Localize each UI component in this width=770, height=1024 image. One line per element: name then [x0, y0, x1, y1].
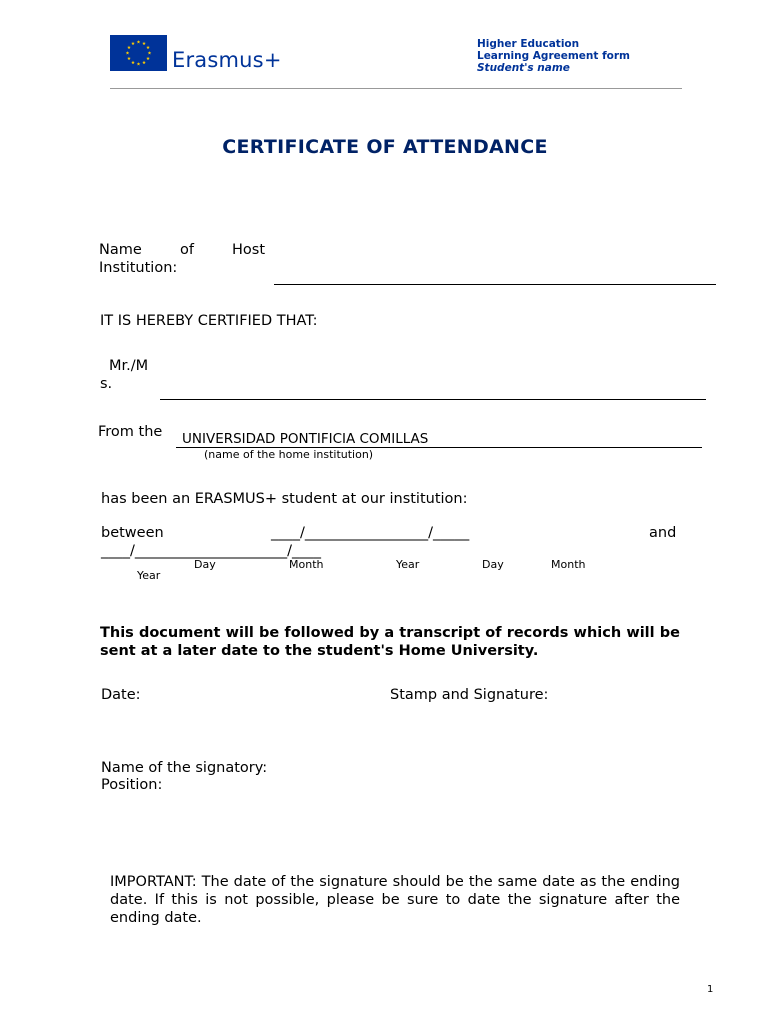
eu-star-icon	[131, 42, 135, 45]
eu-star-icon	[127, 57, 131, 60]
header-info	[477, 38, 630, 74]
end-month-label: Month	[551, 558, 586, 571]
eu-star-icon	[126, 51, 130, 54]
erasmus-statement: has been an ERASMUS+ student at our institution:	[101, 491, 468, 507]
position-label: Position:	[101, 777, 163, 793]
eu-stars-icon	[110, 35, 167, 71]
host-label-word-4: Institution:	[99, 260, 178, 276]
home-institution-value: UNIVERSIDAD PONTIFICIA COMILLAS	[182, 431, 429, 447]
eu-star-icon	[131, 61, 135, 64]
between-label: between	[101, 525, 164, 541]
stamp-signature-label: Stamp and Signature:	[390, 687, 549, 703]
start-date-field[interactable]: ____/_________________/_____	[271, 525, 470, 541]
eu-star-icon	[127, 46, 131, 49]
eu-star-icon	[137, 40, 141, 43]
page-number: 1	[707, 984, 714, 995]
eu-star-icon	[146, 57, 150, 60]
eu-star-icon	[146, 46, 150, 49]
home-label: From the	[98, 424, 163, 440]
start-day-label: Day	[194, 558, 216, 571]
eu-star-icon	[142, 61, 146, 64]
start-year-label: Year	[396, 558, 420, 571]
header-line-3: Student's name	[477, 62, 570, 74]
end-day-label: Day	[482, 558, 504, 571]
end-date-field[interactable]: ____/_____________________/____	[101, 543, 322, 559]
page-title: CERTIFICATE OF ATTENDANCE	[222, 136, 548, 158]
host-label-word-3: Host	[232, 242, 266, 258]
signatory-name-label: Name of the signatory:	[101, 760, 268, 776]
header-divider	[110, 88, 682, 89]
header-line-2: Learning Agreement form	[477, 50, 630, 62]
transcript-note: This document will be followed by a transcript of records which will be sent at a later date to the student's Home University.	[100, 625, 680, 659]
start-month-label: Month	[289, 558, 324, 571]
eu-star-icon	[137, 62, 141, 65]
eu-star-icon	[142, 42, 146, 45]
host-label-word-2: of	[180, 242, 194, 258]
host-institution-field[interactable]	[274, 284, 716, 285]
header-line-1: Higher Education	[477, 38, 580, 50]
student-label-1: Mr./M	[109, 358, 149, 374]
host-label-word-1: Name	[99, 242, 142, 258]
student-name-field[interactable]	[160, 399, 706, 400]
eu-flag-logo	[110, 35, 167, 71]
end-year-label: Year	[137, 569, 161, 582]
erasmus-brand-text: Erasmus+	[172, 48, 282, 72]
important-note: IMPORTANT: The date of the signature should be the same date as the ending date. If this is not possible, please be sure to date the signature after the ending date.	[110, 874, 680, 926]
home-institution-caption: (name of the home institution)	[204, 448, 374, 461]
eu-star-icon	[148, 51, 152, 54]
certified-statement: IT IS HEREBY CERTIFIED THAT:	[100, 313, 318, 329]
student-label-2: s.	[100, 376, 113, 392]
date-label: Date:	[101, 687, 141, 703]
and-label: and	[649, 525, 677, 541]
